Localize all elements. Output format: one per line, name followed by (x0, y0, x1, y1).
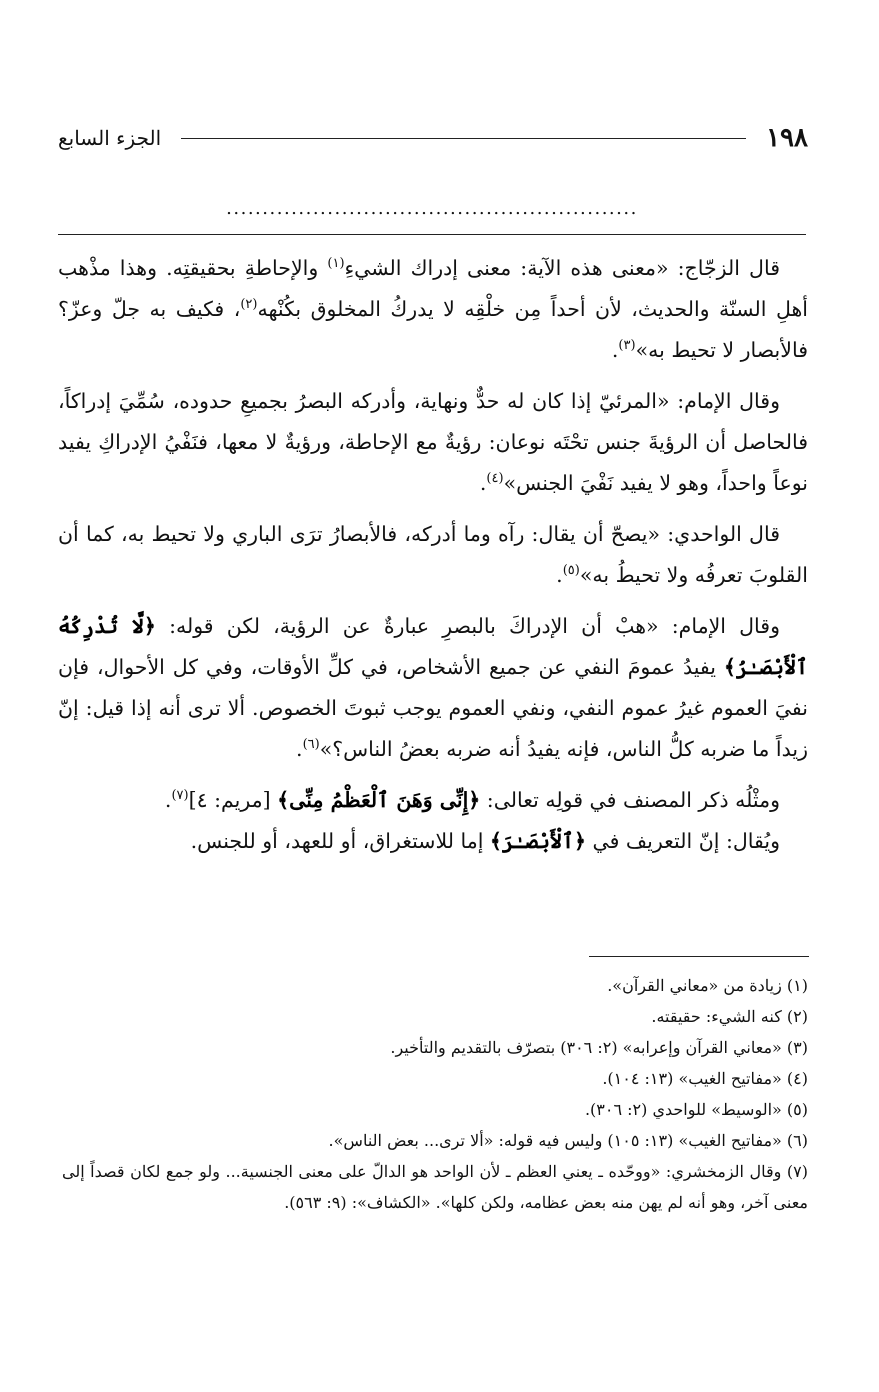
paragraph-text: . (296, 737, 303, 761)
paragraph-wahidi (58, 514, 808, 596)
paragraph-tarif (58, 821, 808, 862)
paragraph-text: . (479, 471, 487, 495)
footnote-ref: (٧) (171, 788, 189, 804)
footnote-ref: (١) (327, 256, 345, 272)
footnote-rule (589, 956, 809, 957)
footnote: (٧) وقال الزمخشري: «ووحّده ـ يعني العظم ـ لأن الواحد هو الدالّ على معنى الجنسية... ولو جمع لكان قصداً إلى معنى آخر، وهو أنه لم يهن منه بعض عظامه، ولكن كلها». «الكشاف»: (٩: ٥٦٣). (62, 1162, 808, 1212)
footnote-ref: (٢) (240, 297, 258, 313)
header-rule (181, 138, 746, 139)
paragraph-text: قال الواحدي: «يصحّ أن يقال: رآه وما أدركه، فالأبصارُ ترَى الباري ولا تحيط به، كما أن القلوبَ تعرفُه ولا تحيطُ به» (58, 522, 808, 587)
paragraph-imam-1 (58, 381, 808, 504)
footnotes (62, 970, 808, 1218)
footnote-ref: (٦) (302, 737, 320, 753)
paragraph-text: وقال الإمام: «المرئيّ إذا كان له حدٌّ ونهاية، وأدركه البصرُ بجميعِ حدوده، سُمِّيَ إدراكاً، فالحاصل أن الرؤيةَ جنس تحْتَه نوعان: رؤيةٌ مع الإحاطة، ورؤيةٌ لا معها، فنَفْيُ الإدراكِ يفيد نوعاً واحداً، وهو لا يفيد نَفْيَ الجنس» (58, 389, 808, 495)
part-title: الجزء السابع (58, 126, 162, 150)
dotted-separator: ......................................................... (226, 198, 638, 219)
paragraph-text: يفيدُ عمومَ النفي عن جميع الأشخاص، في كلِّ الأوقات، وفي كل الأحوال، فإن نفيَ العموم غيرُ عموم النفي، ونفي العموم يوجب ثبوتَ الخصوص. ألا ترى أنه إذا قيل: إنّ زيداً ما ضربه كلُّ الناس، فإنه يفيدُ أنه ضربه بعضُ الناس؟» (58, 655, 808, 761)
footnote: (٥) «الوسيط» للواحدي (٢: ٣٠٦). (584, 1100, 808, 1119)
paragraph-text: . (164, 788, 172, 812)
footnote-ref: (٣) (618, 338, 636, 354)
quran-quote: ﴿لَّا تُدْرِكُهُ ٱلْأَبْصَـٰرُ﴾ (58, 614, 808, 679)
paragraph-text: ومثْلُه ذكر المصنف في قولِه تعالى: (480, 788, 780, 812)
paragraph-text: وقال الإمام: «هبْ أن الإدراكَ بالبصرِ عبارةٌ عن الرؤية، لكن قوله: (155, 614, 780, 638)
footnote-ref: (٤) (486, 471, 504, 487)
paragraph-text: والإحاطةِ بحقيقتِه. وهذا مذْهب أهلِ السنّة والحديث، لأن أحداً مِن خلْقِه لا يدركُ المخلوق بكُنْهه (58, 256, 808, 321)
paragraph-text: إما للاستغراق، أو للعهد، أو للجنس. (190, 829, 490, 853)
paragraph-text: قال الزجّاج: «معنى هذه الآية: معنى إدراك الشيءِ (344, 256, 780, 280)
page-number: ١٩٨ (766, 123, 808, 153)
paragraph-text: [مريم: ٤] (188, 788, 278, 812)
paragraph-text: . (556, 563, 563, 587)
paragraph-text: . (611, 338, 619, 362)
paragraph-text: ويُقال: إنّ التعريف في (586, 829, 780, 853)
paragraph-text: ، فكيف به جلّ وعزّ؟ فالأبصار لا تحيط به» (58, 297, 808, 362)
section-rule (58, 234, 806, 235)
footnote: (٣) «معاني القرآن وإعرابه» (٢: ٣٠٦) بتصرّف بالتقديم والتأخير. (390, 1038, 808, 1057)
footnote: (٤) «مفاتيح الغيب» (١٣: ١٠٤). (602, 1069, 808, 1088)
footnote: (٦) «مفاتيح الغيب» (١٣: ١٠٥) وليس فيه قوله: «ألا ترى... بعض الناس». (328, 1131, 808, 1150)
footnote: (١) زيادة من «معاني القرآن». (607, 976, 808, 995)
main-text (58, 248, 808, 872)
quran-quote: ﴿إِنِّى وَهَنَ ٱلْعَظْمُ مِنِّى﴾ (277, 788, 481, 812)
paragraph-zajjaj (58, 248, 808, 371)
footnote-ref: (٥) (562, 563, 580, 579)
paragraph-musannif (58, 780, 808, 821)
footnote: (٢) كنه الشيء: حقيقته. (651, 1007, 808, 1026)
page-header (58, 118, 808, 158)
paragraph-imam-2 (58, 606, 808, 770)
quran-quote: ﴿ٱلْأَبْصَـٰرَ﴾ (489, 829, 587, 853)
